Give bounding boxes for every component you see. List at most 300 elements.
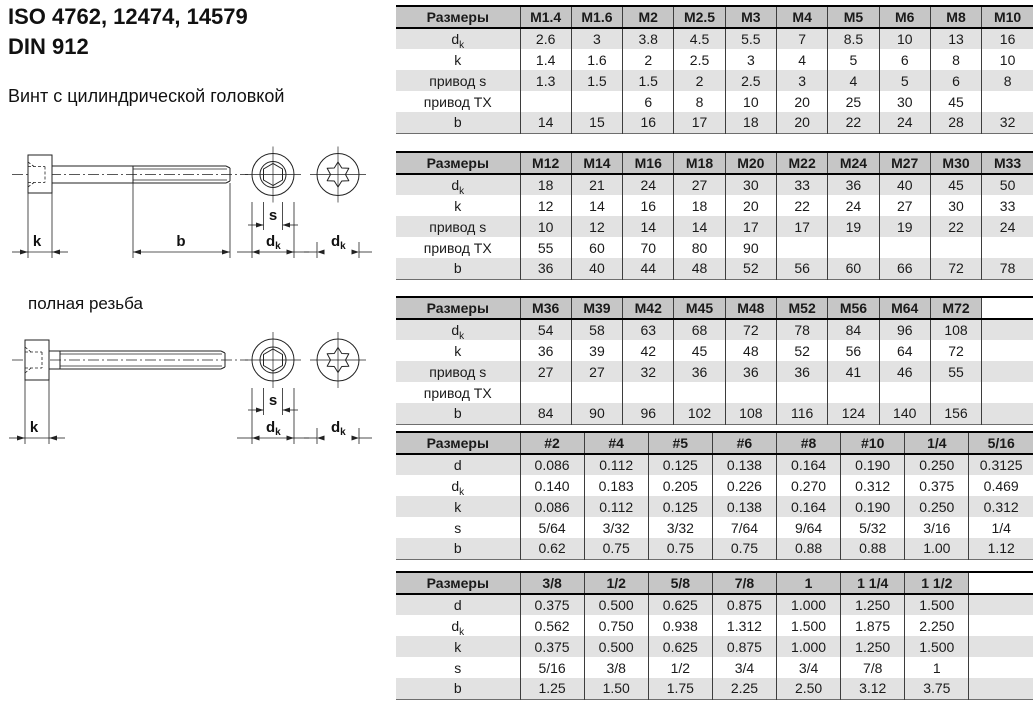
table-row xyxy=(396,361,1033,382)
value-cell: 0.500 xyxy=(584,594,648,615)
value-cell: 54 xyxy=(520,319,571,340)
value-cell: 48 xyxy=(725,340,776,361)
value-cell: 8 xyxy=(982,70,1033,91)
sizes-header: Размеры xyxy=(396,6,520,28)
value-cell: 3/16 xyxy=(905,517,969,538)
drawing-full-thread-screw xyxy=(8,326,388,461)
value-cell: 0.625 xyxy=(648,636,712,657)
value-cell: 20 xyxy=(725,195,776,216)
value-cell: 33 xyxy=(982,195,1033,216)
value-cell: 1.25 xyxy=(520,678,584,699)
value-cell: 30 xyxy=(930,195,981,216)
value-cell: 0.625 xyxy=(648,594,712,615)
value-cell: 18 xyxy=(674,195,725,216)
table-row xyxy=(396,91,1033,112)
column-header: M6 xyxy=(879,6,930,28)
row-label: привод TX xyxy=(423,93,492,110)
value-cell: 4 xyxy=(828,70,879,91)
table-row xyxy=(396,382,1033,403)
column-header: M3 xyxy=(725,6,776,28)
table-row xyxy=(396,517,1033,538)
value-cell: 41 xyxy=(828,361,879,382)
value-cell: 52 xyxy=(725,258,776,279)
value-cell: 1.000 xyxy=(777,636,841,657)
column-header: M52 xyxy=(776,297,827,319)
value-cell: 0.500 xyxy=(584,636,648,657)
column-header: M16 xyxy=(623,152,674,174)
value-cell: 3/32 xyxy=(584,517,648,538)
row-label: b xyxy=(453,540,462,557)
value-cell: 2.6 xyxy=(520,28,571,49)
value-cell: 1.000 xyxy=(777,594,841,615)
value-cell: 55 xyxy=(930,361,981,382)
value-cell: 40 xyxy=(879,174,930,195)
value-cell: 102 xyxy=(674,403,725,424)
value-cell: 108 xyxy=(930,319,981,340)
value-cell: 50 xyxy=(982,174,1033,195)
value-cell: 1.50 xyxy=(584,678,648,699)
value-cell: 56 xyxy=(828,340,879,361)
value-cell: 48 xyxy=(674,258,725,279)
label-k: k xyxy=(29,419,39,436)
value-cell: 28 xyxy=(930,112,981,133)
row-label: привод s xyxy=(429,363,487,380)
value-cell: 1.500 xyxy=(905,636,969,657)
value-cell: 1.250 xyxy=(841,636,905,657)
value-cell: 4.5 xyxy=(674,28,725,49)
value-cell: 24 xyxy=(623,174,674,195)
value-cell: 72 xyxy=(930,340,981,361)
sizes-header: Размеры xyxy=(396,432,520,454)
value-cell: 20 xyxy=(776,112,827,133)
value-cell: 7 xyxy=(776,28,827,49)
value-cell xyxy=(520,91,571,112)
value-cell: 36 xyxy=(776,361,827,382)
value-cell: 5/64 xyxy=(520,517,584,538)
value-cell xyxy=(571,382,622,403)
label-b: b xyxy=(176,233,186,250)
column-header: M4 xyxy=(776,6,827,28)
column-header: #5 xyxy=(648,432,712,454)
value-cell: 36 xyxy=(520,258,571,279)
empty-header xyxy=(982,297,1033,319)
value-cell: 1.875 xyxy=(841,615,905,636)
value-cell: 12 xyxy=(571,216,622,237)
value-cell: 36 xyxy=(828,174,879,195)
value-cell: 22 xyxy=(776,195,827,216)
value-cell: 0.312 xyxy=(969,496,1033,517)
row-label: k xyxy=(454,197,462,214)
value-cell: 3/32 xyxy=(648,517,712,538)
row-label: s xyxy=(454,659,462,676)
header-row xyxy=(396,6,1033,28)
value-cell: 3/4 xyxy=(712,657,776,678)
value-cell: 30 xyxy=(879,91,930,112)
value-cell xyxy=(776,382,827,403)
value-cell: 0.312 xyxy=(841,475,905,496)
value-cell xyxy=(725,382,776,403)
value-cell: 0.164 xyxy=(777,454,841,475)
column-header: #2 xyxy=(520,432,584,454)
value-cell: 10 xyxy=(982,49,1033,70)
value-cell: 1.00 xyxy=(905,538,969,559)
value-cell xyxy=(930,237,981,258)
value-cell xyxy=(982,340,1033,361)
value-cell: 10 xyxy=(879,28,930,49)
column-header: 1/4 xyxy=(905,432,969,454)
value-cell: 0.140 xyxy=(520,475,584,496)
value-cell: 84 xyxy=(520,403,571,424)
value-cell: 24 xyxy=(879,112,930,133)
column-header: M64 xyxy=(879,297,930,319)
value-cell xyxy=(776,237,827,258)
table-row xyxy=(396,49,1033,70)
title-block xyxy=(8,2,248,62)
column-header: #8 xyxy=(777,432,841,454)
table-row xyxy=(396,195,1033,216)
value-cell: 17 xyxy=(725,216,776,237)
value-cell: 45 xyxy=(930,174,981,195)
value-cell: 12 xyxy=(520,195,571,216)
row-label: k xyxy=(454,51,462,68)
column-header: M72 xyxy=(930,297,981,319)
column-header: M33 xyxy=(982,152,1033,174)
row-label: k xyxy=(454,638,462,655)
value-cell: 56 xyxy=(776,258,827,279)
value-cell: 45 xyxy=(674,340,725,361)
label-k: k xyxy=(32,233,42,250)
value-cell: 140 xyxy=(879,403,930,424)
value-cell: 78 xyxy=(776,319,827,340)
column-header: 1 1/4 xyxy=(841,572,905,594)
value-cell: 5 xyxy=(879,70,930,91)
value-cell: 0.205 xyxy=(648,475,712,496)
value-cell: 24 xyxy=(828,195,879,216)
table-row xyxy=(396,112,1033,133)
value-cell: 6 xyxy=(930,70,981,91)
row-label: $d_k$ xyxy=(451,31,465,51)
value-cell: 55 xyxy=(520,237,571,258)
value-cell: 0.164 xyxy=(777,496,841,517)
value-cell: 0.75 xyxy=(648,538,712,559)
value-cell xyxy=(982,237,1033,258)
value-cell: 80 xyxy=(674,237,725,258)
value-cell: 156 xyxy=(930,403,981,424)
value-cell: 1.3 xyxy=(520,70,571,91)
value-cell: 124 xyxy=(828,403,879,424)
column-header: #10 xyxy=(841,432,905,454)
value-cell: 40 xyxy=(571,258,622,279)
value-cell: 3 xyxy=(776,70,827,91)
row-label: b xyxy=(453,260,462,277)
value-cell: 24 xyxy=(982,216,1033,237)
table-row xyxy=(396,538,1033,559)
value-cell: 39 xyxy=(571,340,622,361)
column-header: #6 xyxy=(712,432,776,454)
torx-end-view xyxy=(310,147,366,203)
row-label: k xyxy=(454,498,462,515)
column-header: M14 xyxy=(571,152,622,174)
header-row xyxy=(396,572,1033,594)
column-header: M2.5 xyxy=(674,6,725,28)
label-s: s xyxy=(268,392,278,409)
value-cell: 16 xyxy=(982,28,1033,49)
value-cell: 0.875 xyxy=(712,594,776,615)
value-cell: 8 xyxy=(930,49,981,70)
value-cell: 5 xyxy=(828,49,879,70)
row-label: привод s xyxy=(429,72,487,89)
value-cell: 3/4 xyxy=(777,657,841,678)
row-label: привод TX xyxy=(423,384,492,401)
column-header: M27 xyxy=(879,152,930,174)
value-cell: 0.270 xyxy=(777,475,841,496)
value-cell: 60 xyxy=(828,258,879,279)
value-cell: 2.25 xyxy=(712,678,776,699)
value-cell: 6 xyxy=(879,49,930,70)
value-cell: 5/32 xyxy=(841,517,905,538)
value-cell: 96 xyxy=(879,319,930,340)
value-cell: 14 xyxy=(674,216,725,237)
row-label: b xyxy=(453,114,462,131)
value-cell: 1.12 xyxy=(969,538,1033,559)
column-header: M24 xyxy=(828,152,879,174)
table-row xyxy=(396,237,1033,258)
value-cell: 3 xyxy=(725,49,776,70)
value-cell xyxy=(969,678,1033,699)
value-cell: 30 xyxy=(725,174,776,195)
table-row xyxy=(396,636,1033,657)
column-header: 1/2 xyxy=(584,572,648,594)
value-cell: 0.88 xyxy=(777,538,841,559)
row-label: $d_k$ xyxy=(451,617,465,638)
hex-socket-end-view xyxy=(245,332,301,388)
value-cell: 15 xyxy=(571,112,622,133)
value-cell: 25 xyxy=(828,91,879,112)
screw-head-side xyxy=(28,155,52,193)
row-label: $d_k$ xyxy=(451,177,465,197)
row-label: s xyxy=(454,519,462,536)
value-cell: 2.5 xyxy=(725,70,776,91)
column-header: 5/16 xyxy=(969,432,1033,454)
value-cell: 33 xyxy=(776,174,827,195)
value-cell: 64 xyxy=(879,340,930,361)
value-cell: 16 xyxy=(623,195,674,216)
row-label: b xyxy=(453,405,462,422)
row-label: $d_k$ xyxy=(451,322,465,342)
value-cell: 18 xyxy=(725,112,776,133)
value-cell: 46 xyxy=(879,361,930,382)
table-row xyxy=(396,615,1033,636)
value-cell: 8.5 xyxy=(828,28,879,49)
value-cell: 0.086 xyxy=(520,454,584,475)
value-cell: 0.750 xyxy=(584,615,648,636)
value-cell: 1.312 xyxy=(712,615,776,636)
table-row xyxy=(396,340,1033,361)
value-cell: 0.112 xyxy=(584,496,648,517)
value-cell xyxy=(982,382,1033,403)
column-header: 3/8 xyxy=(520,572,584,594)
value-cell: 2 xyxy=(674,70,725,91)
value-cell: 45 xyxy=(930,91,981,112)
value-cell: 0.226 xyxy=(712,475,776,496)
value-cell: 90 xyxy=(571,403,622,424)
row-label: привод s xyxy=(429,218,487,235)
value-cell: 6 xyxy=(623,91,674,112)
column-header: M18 xyxy=(674,152,725,174)
value-cell: 60 xyxy=(571,237,622,258)
spec-table-3 xyxy=(396,296,1033,425)
value-cell: 5/16 xyxy=(520,657,584,678)
column-header: M2 xyxy=(623,6,674,28)
column-header: #4 xyxy=(584,432,648,454)
column-header: M39 xyxy=(571,297,622,319)
value-cell: 17 xyxy=(674,112,725,133)
label-dk-hex: $d_k$ xyxy=(266,419,281,438)
value-cell: 1.6 xyxy=(571,49,622,70)
value-cell: 0.250 xyxy=(905,454,969,475)
value-cell: 27 xyxy=(674,174,725,195)
value-cell: 0.938 xyxy=(648,615,712,636)
table-row xyxy=(396,678,1033,699)
spec-table-5 xyxy=(396,571,1033,700)
table-row xyxy=(396,28,1033,49)
product-subtitle: Винт с цилиндрической головкой xyxy=(8,86,285,106)
value-cell: 3.12 xyxy=(841,678,905,699)
value-cell: 36 xyxy=(674,361,725,382)
value-cell: 14 xyxy=(571,195,622,216)
value-cell: 66 xyxy=(879,258,930,279)
value-cell: 14 xyxy=(623,216,674,237)
value-cell: 2 xyxy=(623,49,674,70)
value-cell: 0.125 xyxy=(648,496,712,517)
value-cell: 0.125 xyxy=(648,454,712,475)
table-row xyxy=(396,174,1033,195)
value-cell: 14 xyxy=(520,112,571,133)
value-cell: 72 xyxy=(725,319,776,340)
value-cell xyxy=(969,657,1033,678)
value-cell: 1.250 xyxy=(841,594,905,615)
value-cell xyxy=(828,237,879,258)
column-header: 7/8 xyxy=(712,572,776,594)
drawing-partial-thread-screw xyxy=(8,146,388,281)
row-label: d xyxy=(453,457,462,473)
value-cell: 0.183 xyxy=(584,475,648,496)
value-cell: 1/4 xyxy=(969,517,1033,538)
value-cell: 10 xyxy=(725,91,776,112)
value-cell: 0.190 xyxy=(841,496,905,517)
table-row xyxy=(396,475,1033,496)
spec-table-4 xyxy=(396,431,1033,560)
value-cell: 9/64 xyxy=(777,517,841,538)
value-cell: 19 xyxy=(879,216,930,237)
value-cell: 32 xyxy=(982,112,1033,133)
value-cell: 5.5 xyxy=(725,28,776,49)
value-cell: 0.190 xyxy=(841,454,905,475)
value-cell: 0.250 xyxy=(905,496,969,517)
hex-socket-end-view xyxy=(245,147,301,203)
value-cell: 18 xyxy=(520,174,571,195)
value-cell xyxy=(828,382,879,403)
value-cell: 2.250 xyxy=(905,615,969,636)
value-cell: 108 xyxy=(725,403,776,424)
full-thread-label: полная резьба xyxy=(28,294,143,313)
value-cell: 70 xyxy=(623,237,674,258)
sizes-header: Размеры xyxy=(396,297,520,319)
value-cell: 0.62 xyxy=(520,538,584,559)
value-cell: 52 xyxy=(776,340,827,361)
table-row xyxy=(396,258,1033,279)
value-cell: 84 xyxy=(828,319,879,340)
value-cell: 4 xyxy=(776,49,827,70)
standard-title-iso: ISO 4762, 12474, 14579 xyxy=(8,4,248,29)
value-cell: 90 xyxy=(725,237,776,258)
header-row xyxy=(396,297,1033,319)
value-cell: 0.875 xyxy=(712,636,776,657)
screw-head-side xyxy=(25,340,49,380)
value-cell: 2.50 xyxy=(777,678,841,699)
value-cell xyxy=(520,382,571,403)
value-cell xyxy=(982,319,1033,340)
column-header: M30 xyxy=(930,152,981,174)
value-cell: 1.5 xyxy=(571,70,622,91)
value-cell: 1 xyxy=(905,657,969,678)
column-header: 1 xyxy=(777,572,841,594)
column-header: M56 xyxy=(828,297,879,319)
value-cell: 63 xyxy=(623,319,674,340)
header-row xyxy=(396,152,1033,174)
table-row xyxy=(396,454,1033,475)
value-cell: 8 xyxy=(674,91,725,112)
table-row xyxy=(396,70,1033,91)
value-cell: 3.8 xyxy=(623,28,674,49)
value-cell: 1.500 xyxy=(905,594,969,615)
value-cell: 20 xyxy=(776,91,827,112)
value-cell: 0.138 xyxy=(712,454,776,475)
value-cell xyxy=(982,361,1033,382)
value-cell xyxy=(969,636,1033,657)
value-cell: 3 xyxy=(571,28,622,49)
value-cell: 2.5 xyxy=(674,49,725,70)
table-row xyxy=(396,403,1033,424)
value-cell: 1.5 xyxy=(623,70,674,91)
value-cell: 0.375 xyxy=(520,594,584,615)
row-label: d xyxy=(453,597,462,613)
value-cell: 32 xyxy=(623,361,674,382)
row-label: b xyxy=(453,680,462,697)
label-dk-hex: $d_k$ xyxy=(266,233,281,252)
table-row xyxy=(396,216,1033,237)
value-cell: 0.88 xyxy=(841,538,905,559)
value-cell: 13 xyxy=(930,28,981,49)
value-cell: 1.500 xyxy=(777,615,841,636)
standard-title-din: DIN 912 xyxy=(8,34,89,59)
column-header: M8 xyxy=(930,6,981,28)
value-cell: 36 xyxy=(520,340,571,361)
label-s: s xyxy=(268,207,278,224)
row-label: k xyxy=(454,342,462,359)
value-cell: 0.75 xyxy=(712,538,776,559)
sizes-header: Размеры xyxy=(396,152,520,174)
value-cell: 72 xyxy=(930,258,981,279)
value-cell: 0.562 xyxy=(520,615,584,636)
value-cell xyxy=(982,403,1033,424)
column-header: M12 xyxy=(520,152,571,174)
spec-table-1 xyxy=(396,5,1033,134)
spec-table-2 xyxy=(396,151,1033,280)
value-cell: 78 xyxy=(982,258,1033,279)
value-cell: 21 xyxy=(571,174,622,195)
value-cell: 0.086 xyxy=(520,496,584,517)
